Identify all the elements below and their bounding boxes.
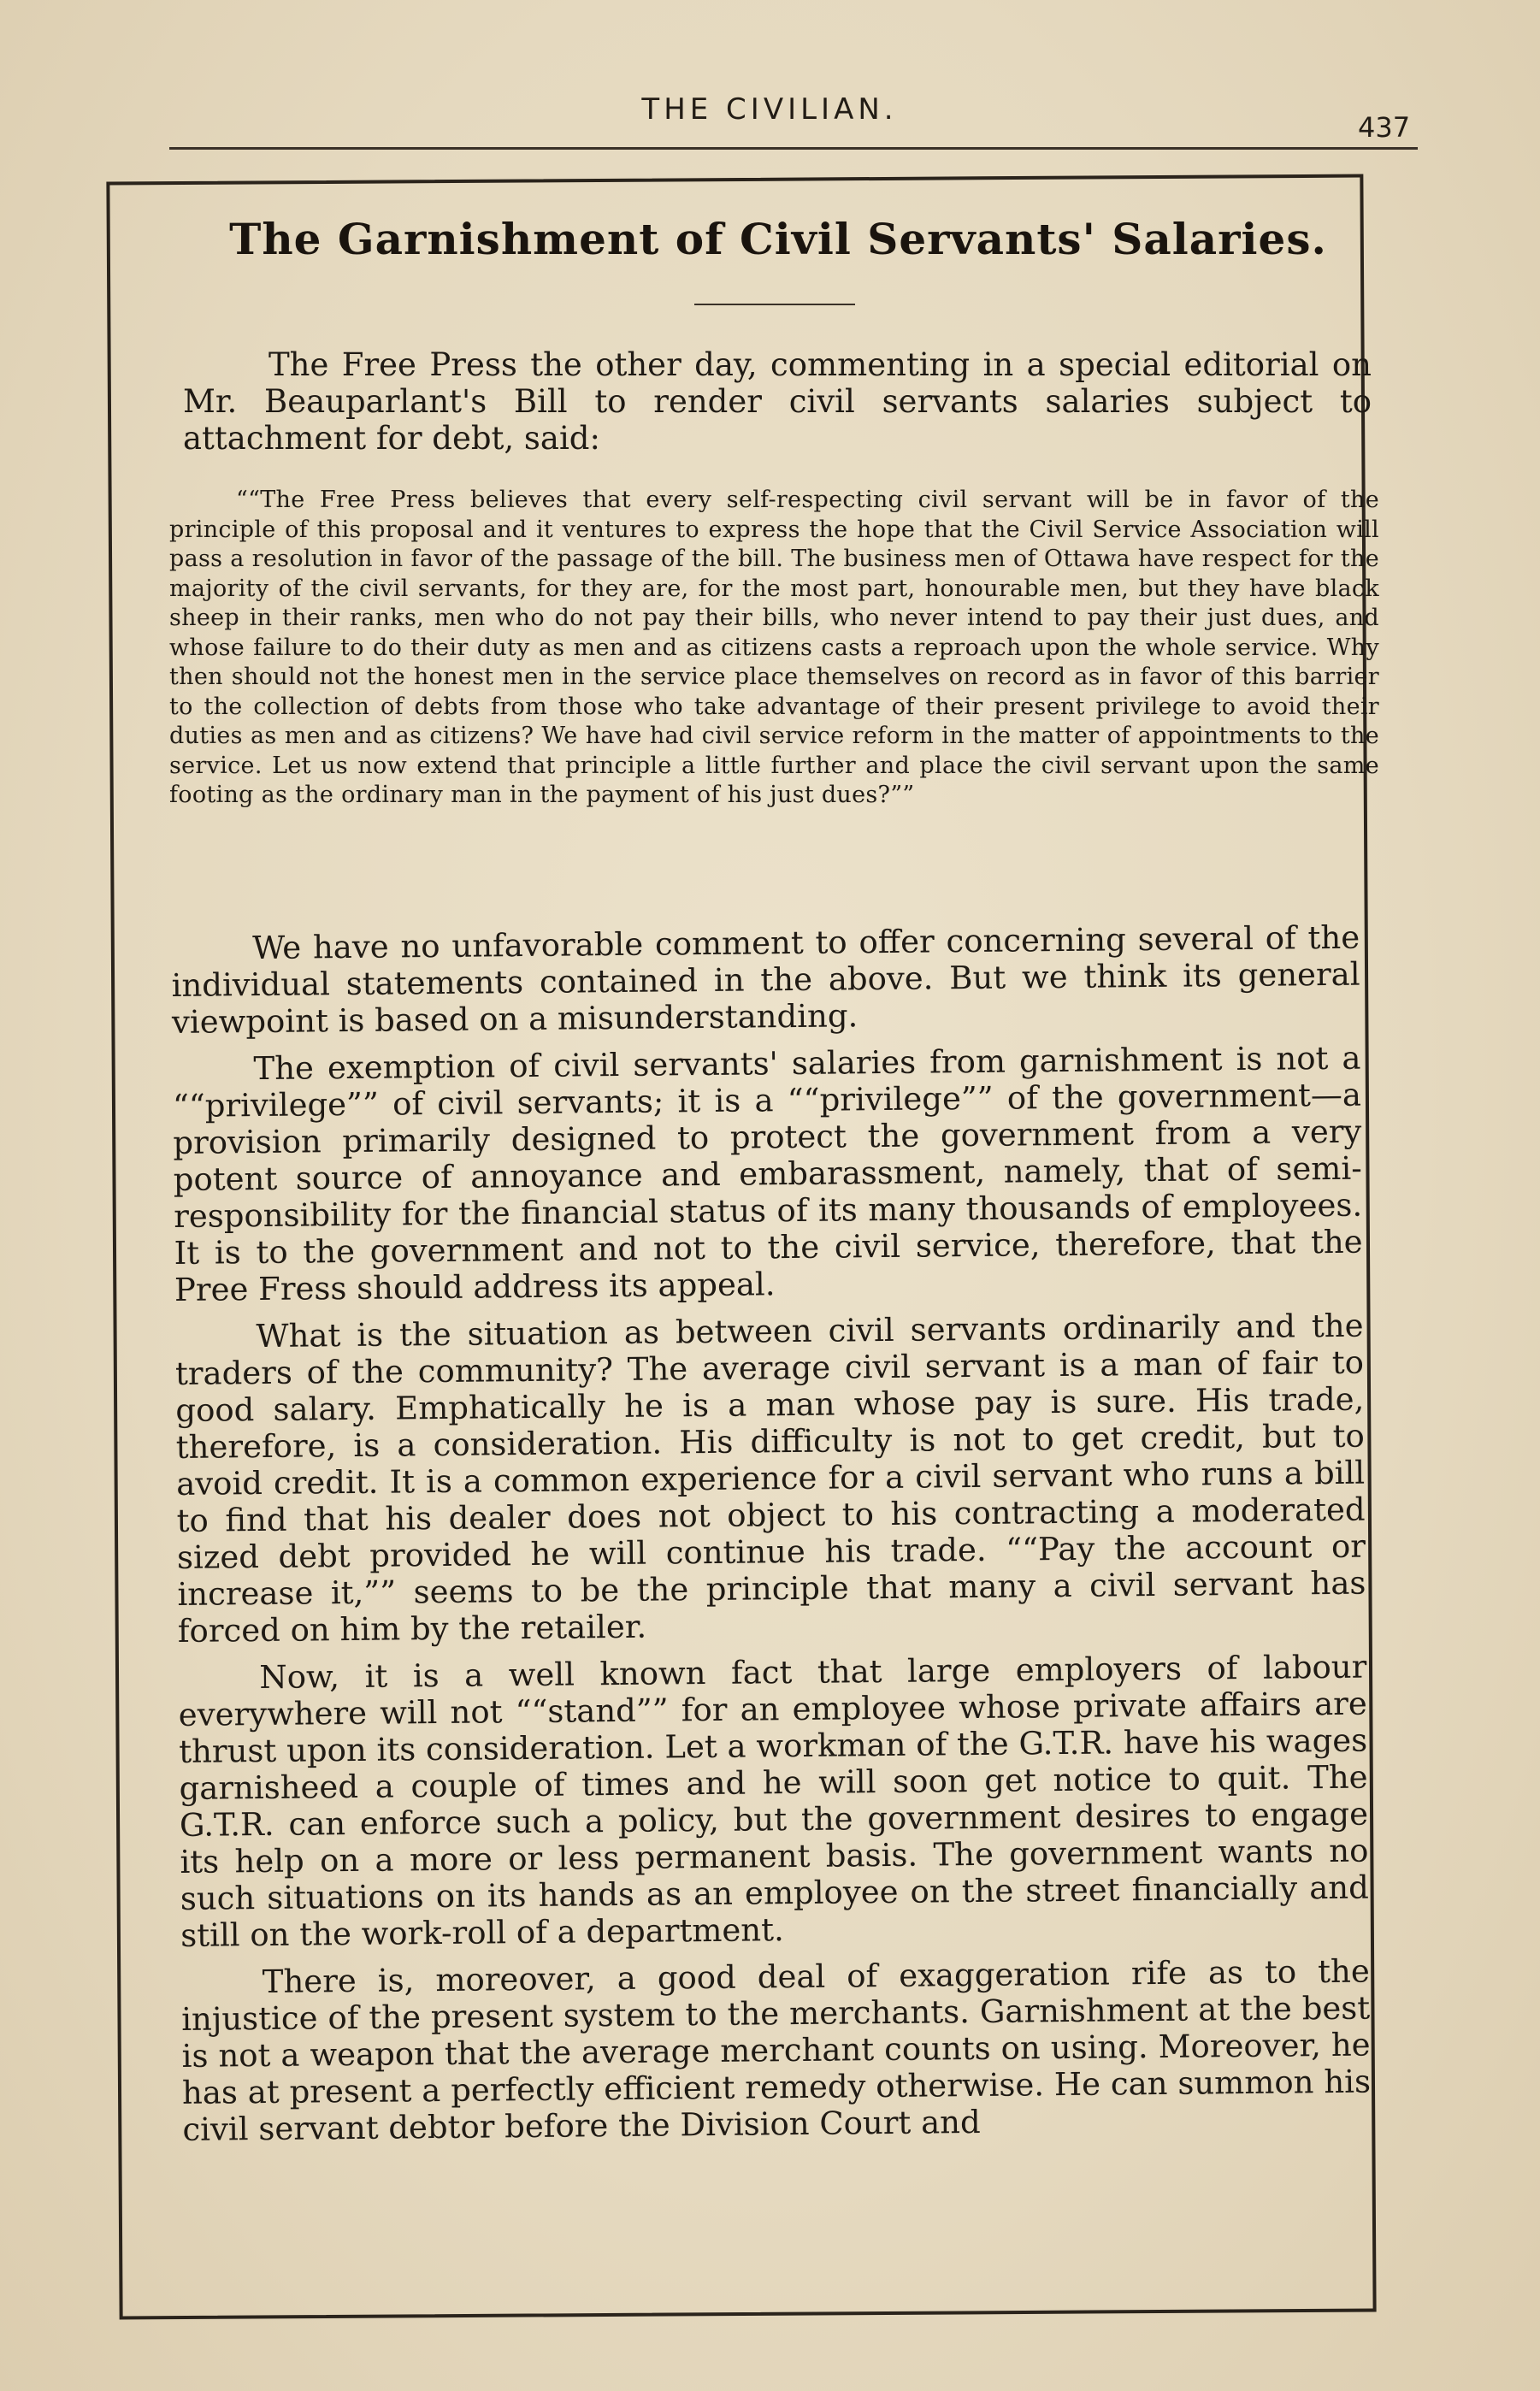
intro-paragraph: The Free Press the other day, commenting in a special editorial on Mr. Beauparlant's Bill to render civil servants salaries subject to attachment for debt, said: — [183, 346, 1372, 457]
title-rule — [694, 304, 855, 305]
body-paragraph: What is the situation as between civil servants ordinarily and the traders of the community? The average civil servant is a man of fair to good salary. Emphatically he is a man whose pay is sure. His trade, therefore, is a consideration. His difficulty is not to get credit, but to avoid credit. It is a common experience for a civil servant who runs a bill to find that his dealer does not object to his contracting a moderated sized debt provided he will continue his trade. ““Pay the account or increase it,”” seems to be the principle that many a civil servant has forced on him by the retailer. — [174, 1307, 1366, 1650]
body-paragraph: Now, it is a well known fact that large employers of labour everywhere will not ““stand”” for an employee whose private affairs are thrust upon its consideration. Let a workman of the G.T.R. have his wages garnisheed a couple of times and he will soon get notice to quit. The G.T.R. can enforce such a policy, but the government desires to engage its help on a more or less permanent basis. The government wants no such situations on its hands as an employee on the street financially and still on the work-roll of a department. — [178, 1648, 1370, 1954]
body-paragraph: We have no unfavorable comment to offer concerning several of the individual statements contained in the above. But we think its general viewpoint is based on a misunderstanding. — [171, 918, 1360, 1041]
body-paragraph: There is, moreover, a good deal of exaggeration rife as to the injustice of the present system to the merchants. Garnishment at the best is not a weapon that the average merchant counts on using. Moreover, he has at present a perfectly efficient remedy otherwise. He can summon his civil servant debtor before the Division Court and — [181, 1952, 1372, 2148]
article-title: The Garnishment of Civil Servants' Salaries. — [229, 214, 1327, 264]
header-rule — [169, 147, 1418, 150]
quoted-editorial: ““The Free Press believes that every self-respecting civil servant will be in favor of the principle of this proposal and it ventures to express the hope that the Civil Service Association will pass a resolution in favor of the passage of the bill. The business men of Ottawa have respect for the majority of the civil servants, for they are, for the most part, honourable men, but they have black sheep in their ranks, men who do not pay their bills, who never intend to pay their just dues, and whose failure to do their duty as men and as citizens casts a reproach upon the whole service. Why then should not the honest men in the service place themselves on record as in favor of this barrier to the collection of debts from those who take advantage of their present privilege to avoid their duties as men and as citizens? We have had civil service reform in the matter of appointments to the service. Let us now extend that principle a little further and place the civil servant upon the same footing as the ordinary man in the payment of his just dues?”” — [169, 487, 1379, 808]
article-body — [171, 919, 1372, 2158]
page-number: 437 — [1358, 111, 1411, 144]
body-paragraph: The exemption of civil servants' salaries from garnishment is not a ““privilege”” of civil servants; it is a ““privilege”” of the government—a provision primarily designed to protect the government from a very potent source of annoyance and embarassment, namely, that of semi-responsibility for the financial status of its many thousands of employees. It is to the government and not to the civil service, therefore, that the Pree Fress should address its appeal. — [172, 1039, 1363, 1308]
running-title: THE CIVILIAN. — [641, 92, 898, 127]
